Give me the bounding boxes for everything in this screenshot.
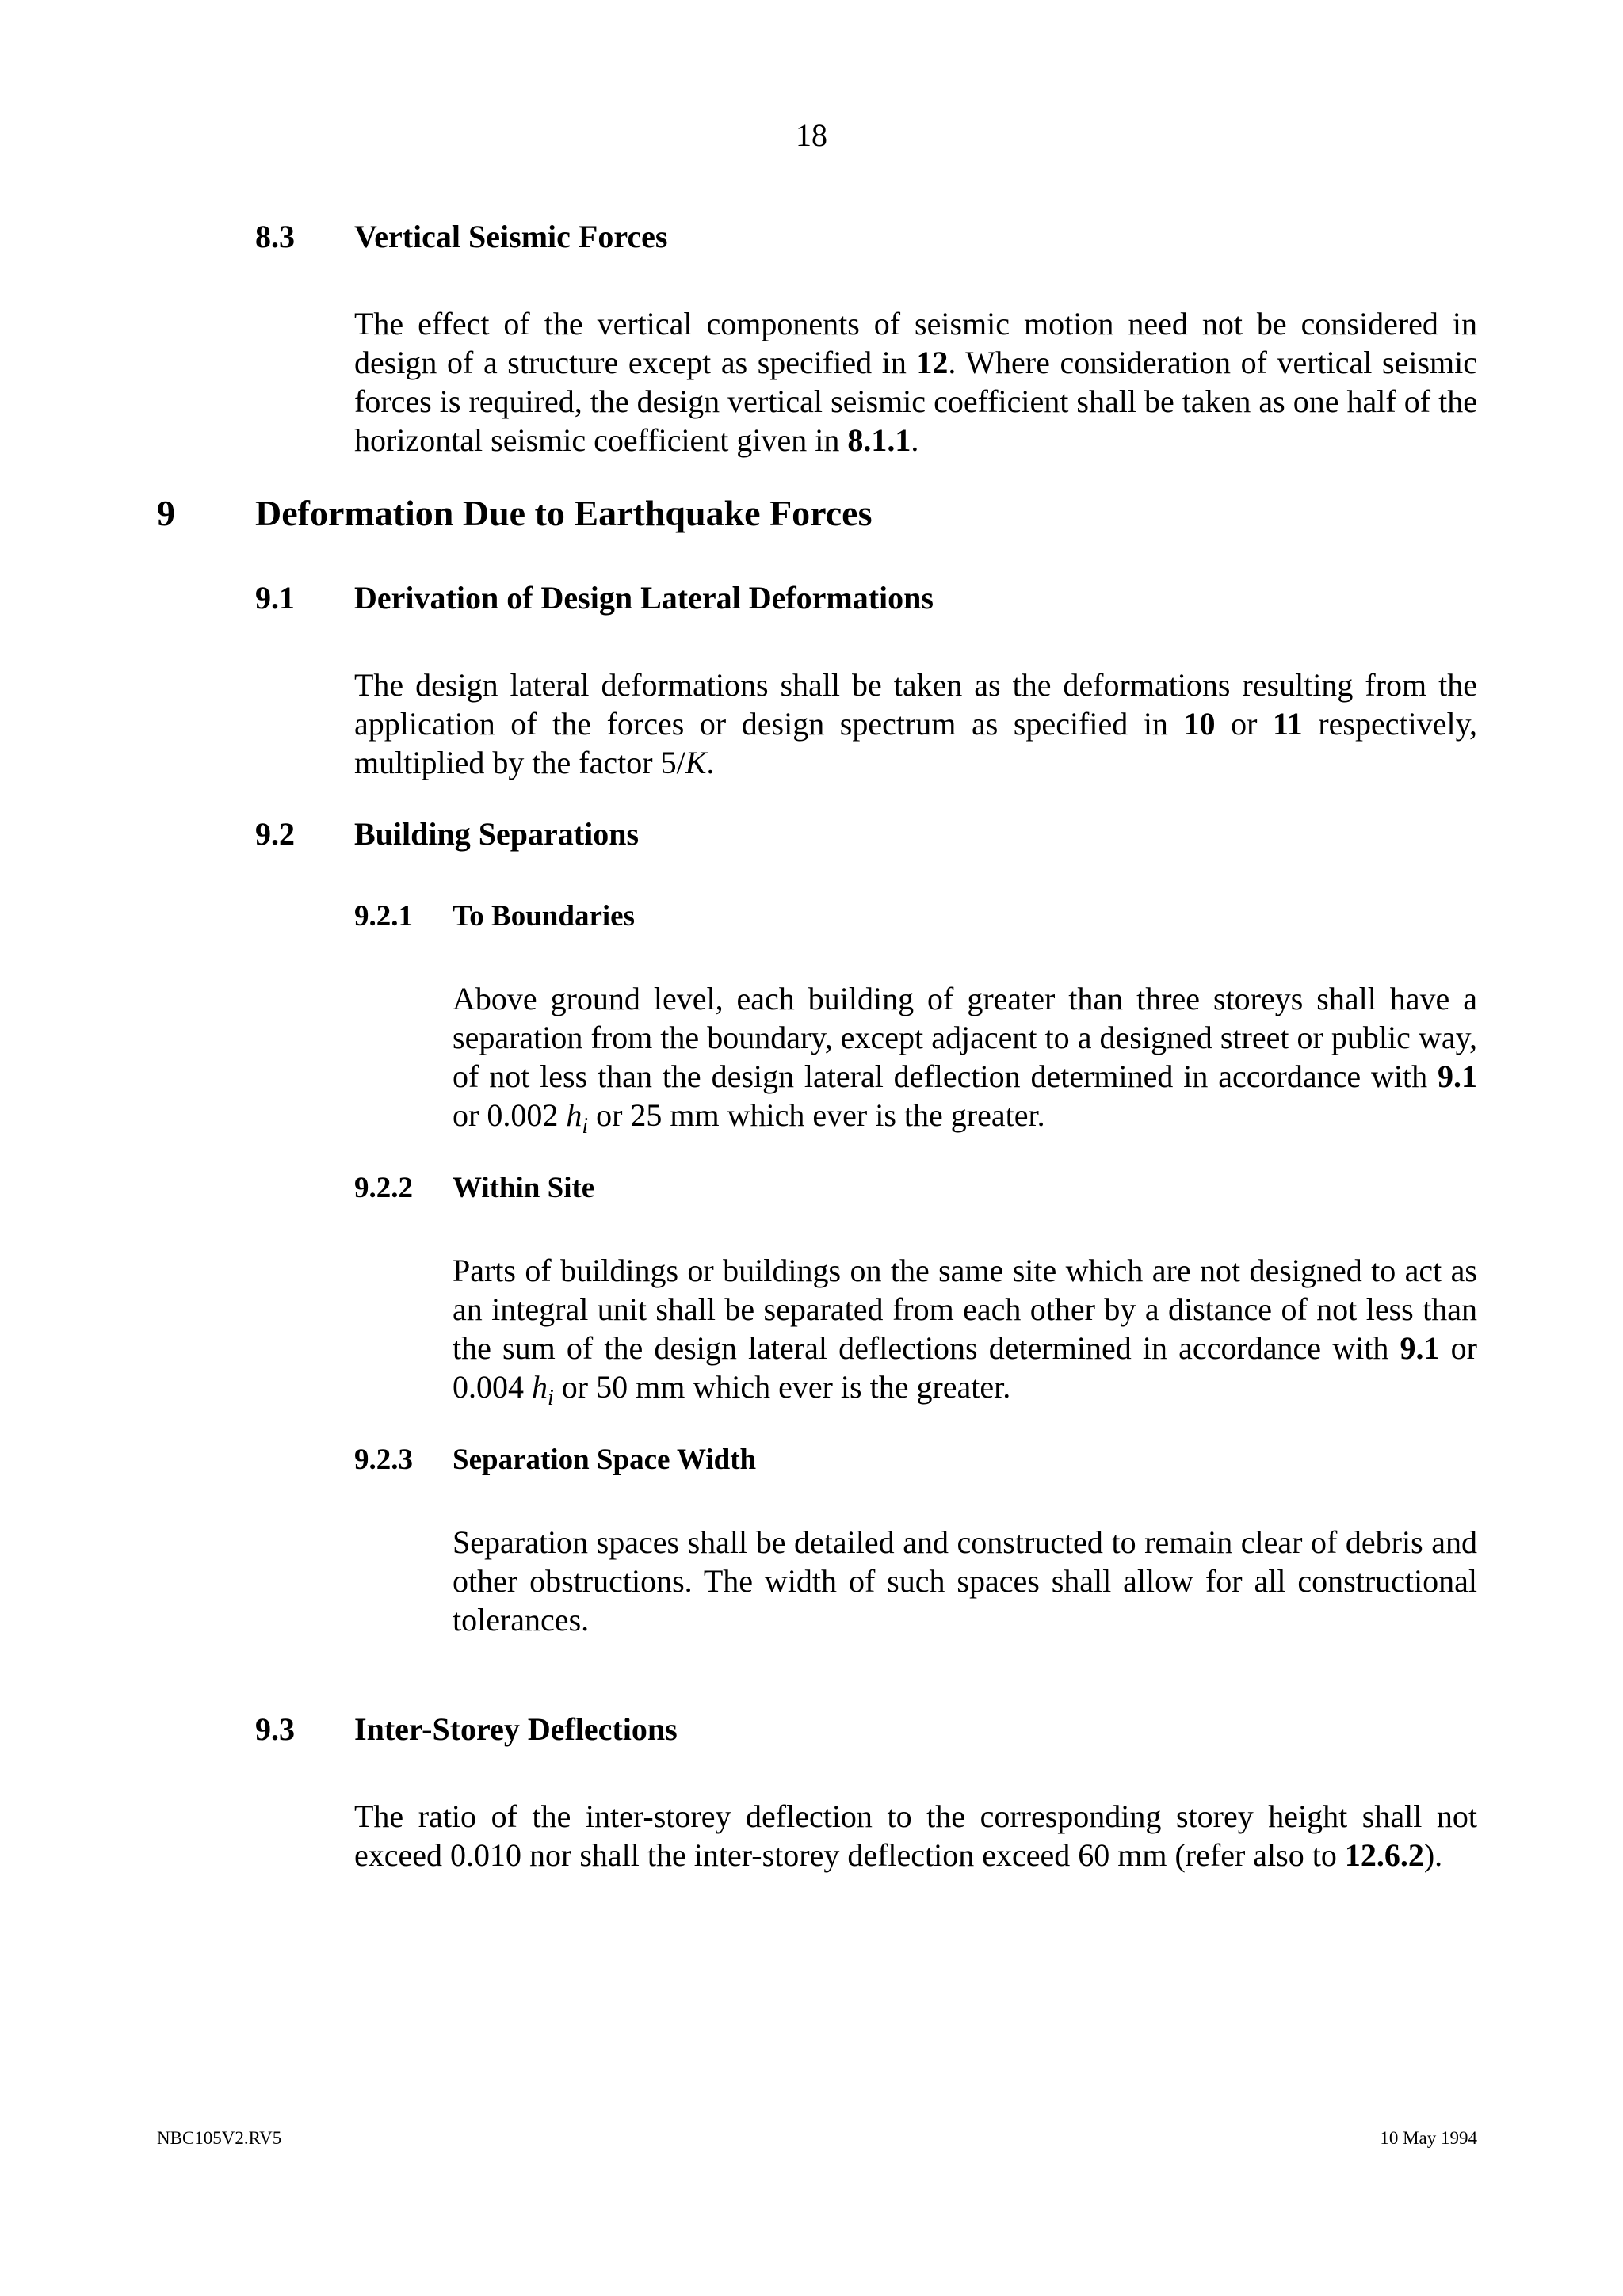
section-title-9-1: Derivation of Design Lateral Deformations xyxy=(354,580,934,616)
section-number-9-1: 9.1 xyxy=(255,580,295,616)
paragraph-9-2-1: Above ground level, each building of greater than three storeys shall have a separation from the boundary, except adjacent to a designed street or public way, of not less than the design lateral deflection determined in accordance with 9.1 or 0.002 $h_i$ or 25 mm which ever is the greater. xyxy=(453,981,1477,1138)
subsection-title-9-2-3: Separation Space Width xyxy=(453,1444,757,1476)
chapter-title-9: Deformation Due to Earthquake Forces xyxy=(255,493,873,533)
section-title-8-3: Vertical Seismic Forces xyxy=(354,219,668,254)
section-number-9-3: 9.3 xyxy=(255,1711,295,1747)
subsection-title-9-2-1: To Boundaries xyxy=(453,900,635,933)
section-title-9-2: Building Separations xyxy=(354,816,640,852)
section-number-9-2: 9.2 xyxy=(255,816,295,852)
chapter-number-9: 9 xyxy=(157,493,175,533)
paragraph-8-3: The effect of the vertical components of seismic motion need not be considered in design of a structure except as specified in 12. Where consideration of vertical seismic forces is required, the design vertical seismic coefficient shall be taken as one half of the horizontal seismic coefficient given in 8.1.1. xyxy=(354,306,1477,458)
subsection-number-9-2-3: 9.2.3 xyxy=(354,1444,413,1476)
paragraph-9-3: The ratio of the inter-storey deflection to the corresponding storey height shall not exceed 0.010 nor shall the inter-storey deflection exceed 60 mm (refer also to 12.6.2). xyxy=(354,1798,1477,1873)
paragraph-9-2-2: Parts of buildings or buildings on the same site which are not designed to act as an integral unit shall be separated from each other by a distance of not less than the sum of the design lateral deflections determined in accordance with 9.1 or 0.004 $h_i$ or 50 mm which ever is the greater. xyxy=(453,1253,1477,1410)
subsection-title-9-2-2: Within Site xyxy=(453,1172,595,1204)
page-number: 18 xyxy=(796,117,827,153)
footer-doc-code: NBC105V2.RV5 xyxy=(157,2128,282,2148)
footer-date: 10 May 1994 xyxy=(1380,2128,1477,2148)
section-title-9-3: Inter-Storey Deflections xyxy=(354,1711,678,1747)
paragraph-9-1: The design lateral deformations shall be taken as the deformations resulting from the application of the forces or design spectrum as specified in 10 or 11 respectively, multiplied by the factor 5/K. xyxy=(354,667,1477,780)
section-number-8-3: 8.3 xyxy=(255,219,295,254)
subsection-number-9-2-1: 9.2.1 xyxy=(354,900,413,933)
paragraph-9-2-3: Separation spaces shall be detailed and constructed to remain clear of debris and other obstructions. The width of such spaces shall allow for all constructional tolerances. xyxy=(453,1524,1477,1638)
subsection-number-9-2-2: 9.2.2 xyxy=(354,1172,413,1204)
